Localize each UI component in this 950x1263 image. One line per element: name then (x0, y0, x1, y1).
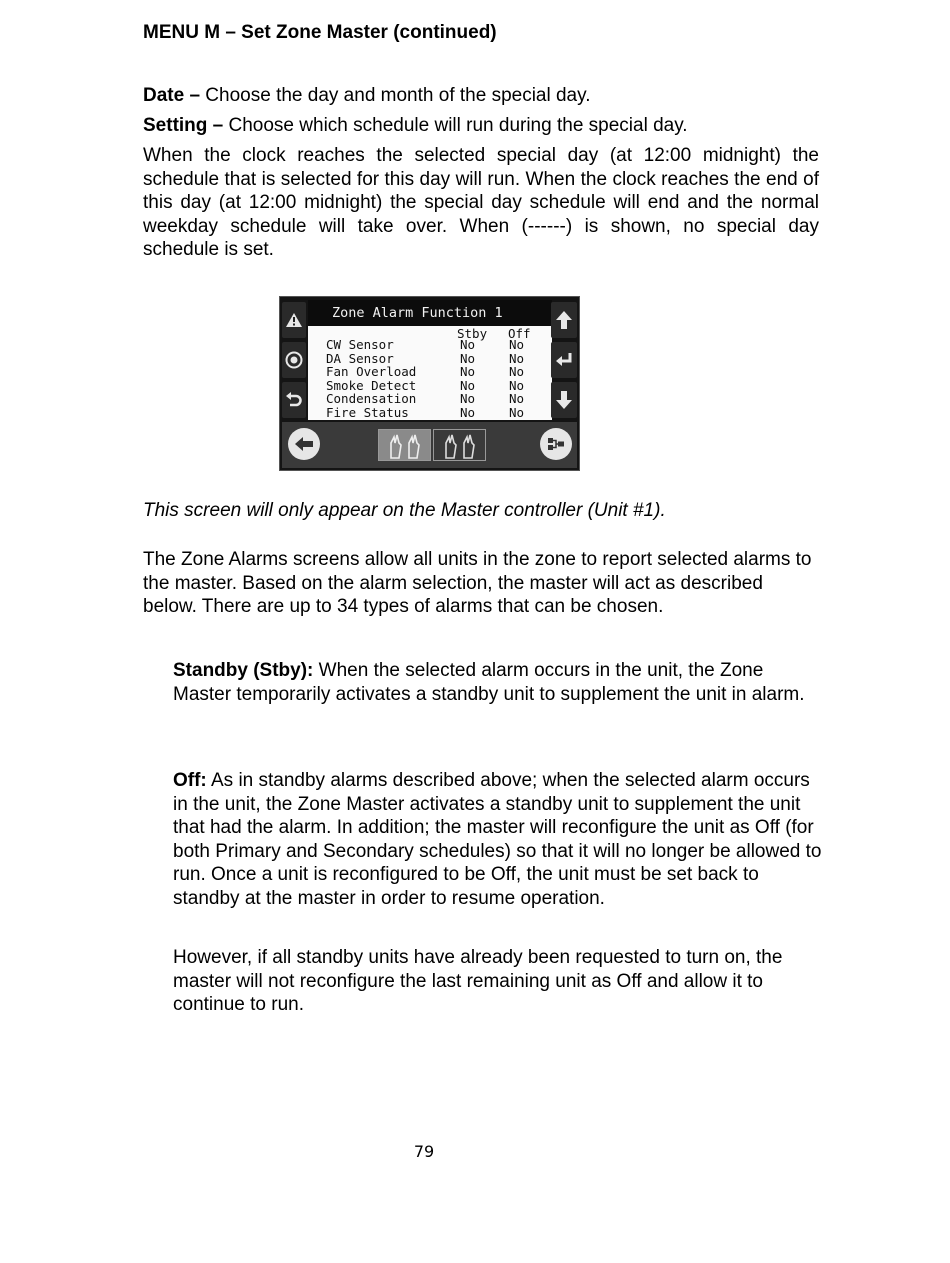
standby-label: Standby (Stby): (173, 660, 314, 681)
alarm-name: CW Sensor (326, 337, 394, 352)
table-row[interactable] (326, 379, 552, 393)
hands-alt-icon[interactable] (433, 429, 486, 461)
standby-paragraph (173, 659, 823, 706)
table-row[interactable] (326, 352, 552, 366)
off-value[interactable]: No (509, 391, 525, 406)
controller-screen (279, 296, 580, 471)
zone-alarms-paragraph: The Zone Alarms screens allow all units in the zone to report selected alarms to the master. Based on the alarm selection, the master will act as described below. There are up to 34 types of alarms that can be chosen. (143, 549, 812, 617)
figure-caption: This screen will only appear on the Master controller (Unit #1). (143, 500, 666, 521)
date-paragraph (143, 84, 819, 108)
column-header-stby: Stby (457, 326, 488, 341)
column-header-off: Off (508, 326, 531, 341)
setting-text: Choose which schedule will run during the special day. (223, 115, 688, 136)
enter-icon[interactable] (551, 342, 577, 378)
off-paragraph (173, 769, 823, 910)
target-icon[interactable] (282, 342, 306, 378)
off-value[interactable]: No (509, 337, 525, 352)
warning-icon[interactable] (282, 302, 306, 338)
alarm-name: Condensation (326, 391, 417, 406)
up-arrow-icon[interactable] (551, 302, 577, 338)
stby-value[interactable]: No (460, 364, 476, 379)
stby-value[interactable]: No (460, 337, 476, 352)
hands-icon[interactable] (378, 429, 431, 461)
table-row[interactable] (326, 365, 552, 379)
down-arrow-icon[interactable] (551, 382, 577, 418)
table-row[interactable] (326, 338, 552, 352)
however-paragraph: However, if all standby units have already been requested to turn on, the master will not reconfigure the last remaining unit as Off and allow it to continue to run. (173, 947, 783, 1015)
stby-value[interactable]: No (460, 404, 476, 420)
stby-value[interactable]: No (460, 377, 476, 393)
stby-value[interactable]: No (460, 391, 476, 406)
table-row[interactable] (326, 406, 552, 420)
off-value[interactable]: No (509, 364, 525, 379)
setting-label: Setting – (143, 115, 224, 136)
off-value[interactable]: No (509, 350, 525, 366)
undo-icon[interactable] (282, 382, 306, 418)
standby-text: When the selected alarm occurs in the unit, the Zone Master temporarily activates a standby unit to supplement the unit in alarm. (173, 660, 805, 705)
page-number: 79 (413, 1142, 435, 1161)
clock-paragraph: When the clock reaches the selected special day (at 12:00 midnight) the schedule that is selected for this day will run. When the clock reaches the end of this day (at 12:00 midnight) the special day schedule will end and the normal weekday schedule will take over. When (------) is shown, no special day schedule is set. (143, 145, 819, 260)
alarm-name: Fan Overload (326, 364, 417, 379)
off-text: As in standby alarms described above; when the selected alarm occurs in the unit, the Zone Master activates a standby unit to supplement the unit that had the alarm. In addition; the master will reconfigure the unit as Off (for both Primary and Secondary schedules) so that it will no longer be allowed to run. Once a unit is reconfigured to be Off, the unit must be set back to standby at the master in order to resume operation. (173, 770, 822, 909)
off-value[interactable]: No (509, 404, 525, 420)
off-value[interactable]: No (509, 377, 525, 393)
stby-value[interactable]: No (460, 350, 476, 366)
right-button-column (551, 300, 577, 420)
date-label: Date – (143, 85, 201, 106)
alarm-name: Smoke Detect (326, 377, 417, 393)
section-heading: MENU M – Set Zone Master (continued) (143, 22, 497, 43)
table-row[interactable] (326, 392, 552, 406)
alarm-table (308, 326, 552, 420)
setting-paragraph (143, 114, 819, 138)
alarm-name: DA Sensor (326, 350, 394, 366)
back-arrow-icon[interactable] (288, 428, 320, 460)
alarm-name: Fire Status (326, 404, 409, 420)
screen-title: Zone Alarm Function 1 (308, 300, 552, 326)
date-text: Choose the day and month of the special day. (200, 85, 591, 106)
left-button-column (282, 300, 306, 420)
off-label: Off: (173, 770, 207, 791)
bottom-button-bar (282, 422, 577, 468)
network-icon[interactable] (540, 428, 572, 460)
